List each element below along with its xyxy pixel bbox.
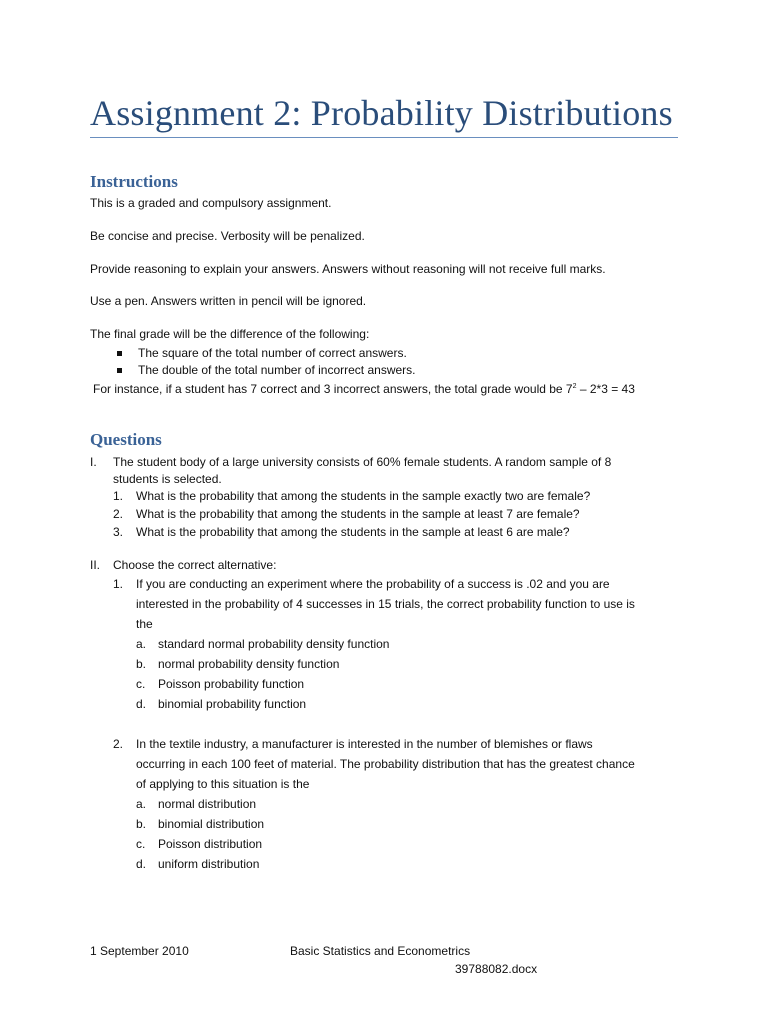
instruction-bullet-1: The square of the total number of correct answers. (138, 346, 407, 360)
question-2-number: II. (90, 558, 101, 572)
question-1-item-1: What is the probability that among the students in the sample exactly two are female? (136, 489, 591, 503)
option-letter: d. (136, 857, 147, 871)
sub-question-1-option-a: standard normal probability density function (158, 637, 390, 651)
question-1-item-number: 3. (113, 525, 124, 539)
grading-example-suffix: – 2*3 = 43 (576, 382, 635, 396)
sub-question-1-option-c: Poisson probability function (158, 677, 305, 691)
sub-question-1-number: 1. (113, 577, 124, 591)
option-letter: a. (136, 637, 147, 651)
sub-question-1-option-d: binomial probability function (158, 697, 307, 711)
sub-question-1-option-b: normal probability density function (158, 657, 340, 671)
sub-question-2-option-a: normal distribution (158, 797, 257, 811)
option-letter: a. (136, 797, 147, 811)
question-1-item-3: What is the probability that among the students in the sample at least 6 are male? (136, 525, 570, 539)
footer-date: 1 September 2010 (90, 944, 189, 958)
instruction-paragraph-4: Use a pen. Answers written in pencil will be ignored. (90, 294, 367, 308)
footer-filename: 39788082.docx (455, 962, 538, 976)
option-letter: b. (136, 817, 147, 831)
option-letter: c. (136, 837, 146, 851)
sub-question-2-option-b: binomial distribution (158, 817, 265, 831)
option-letter: c. (136, 677, 146, 691)
document-title: Assignment 2: Probability Distributions (90, 93, 673, 133)
grading-example-prefix: For instance, if a student has 7 correct and 3 incorrect answers, the total grade would be 7 (93, 382, 573, 396)
question-1-item-number: 2. (113, 507, 124, 521)
instruction-paragraph-5: The final grade will be the difference of the following: (90, 327, 370, 341)
instruction-paragraph-3: Provide reasoning to explain your answers. Answers without reasoning will not receive full marks. (90, 262, 606, 276)
sub-question-1-line-2: interested in the probability of 4 successes in 15 trials, the correct probability function to use is (136, 597, 635, 611)
question-1-text-line-1: The student body of a large university consists of 60% female students. A random sample of 8 (113, 455, 612, 469)
question-1-text-line-2: students is selected. (113, 472, 222, 486)
instruction-bullet-2: The double of the total number of incorrect answers. (138, 363, 416, 377)
sub-question-1-line-3: the (136, 617, 153, 631)
instruction-paragraph-2: Be concise and precise. Verbosity will be penalized. (90, 229, 365, 243)
sub-question-2-line-3: of applying to this situation is the (136, 777, 310, 791)
grading-example-exponent: 2 (572, 383, 577, 390)
sub-question-2-option-d: uniform distribution (158, 857, 260, 871)
sub-question-2-line-2: occurring in each 100 feet of material. The probability distribution that has the greatest chance (136, 757, 635, 771)
option-letter: b. (136, 657, 147, 671)
grading-example (93, 382, 635, 397)
bullet-marker (117, 351, 122, 356)
title-underline (90, 137, 678, 138)
sub-question-2-line-1: In the textile industry, a manufacturer is interested in the number of blemishes or flaws (136, 737, 593, 751)
question-1-item-2: What is the probability that among the students in the sample at least 7 are female? (136, 507, 580, 521)
sub-question-1-line-1: If you are conducting an experiment where the probability of a success is .02 and you are (136, 577, 610, 591)
sub-question-2-number: 2. (113, 737, 124, 751)
option-letter: d. (136, 697, 147, 711)
question-2-text: Choose the correct alternative: (113, 558, 277, 572)
bullet-marker (117, 368, 122, 373)
instructions-heading: Instructions (90, 172, 178, 191)
sub-question-2-option-c: Poisson distribution (158, 837, 263, 851)
questions-heading: Questions (90, 430, 162, 449)
instruction-paragraph-1: This is a graded and compulsory assignment. (90, 196, 332, 210)
question-1-item-number: 1. (113, 489, 124, 503)
question-1-number: I. (90, 455, 97, 469)
footer-course: Basic Statistics and Econometrics (290, 944, 471, 958)
